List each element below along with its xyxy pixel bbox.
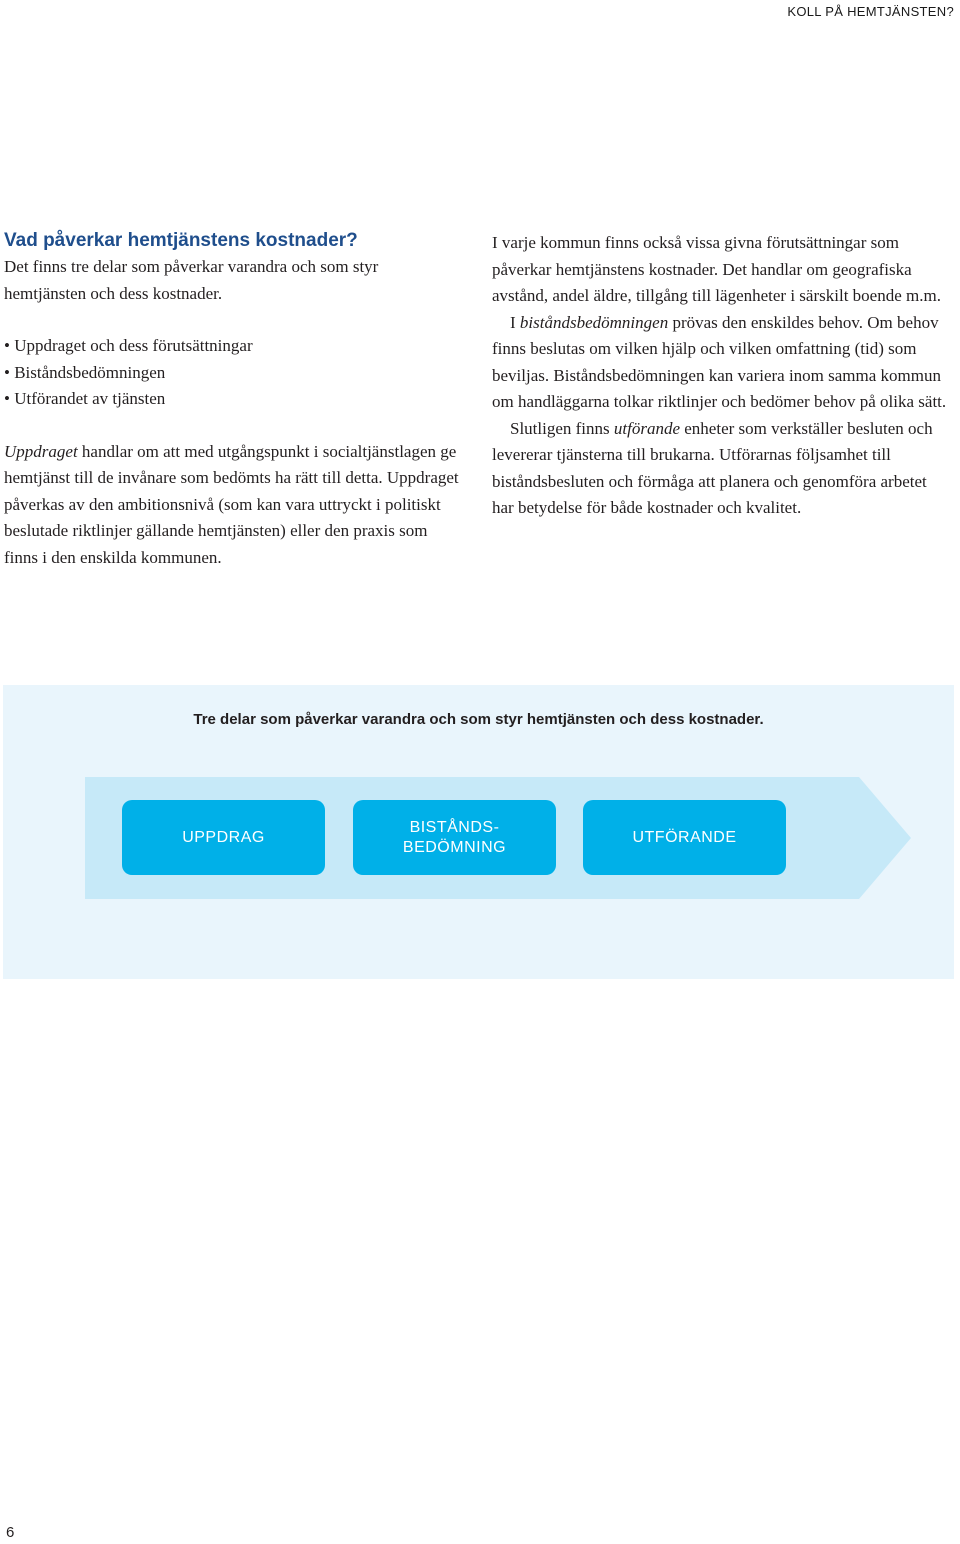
box-utforande: UTFÖRANDE [583,800,786,875]
figure-caption: Tre delar som påverkar varandra och som styr hemtjänsten och dess kostnader. [193,711,764,728]
intro-paragraph: Det finns tre delar som påverkar varandra och som styr hemtjänsten och dess kostnader. [4,257,379,303]
paragraph-text: enheter som verkställer besluten och levererar tjänsterna till brukarna. Utförarnas följsamhet till biståndsbesluten och förmåga att planera och genomföra arbetet har betydelse för både kostnader och kvalitet. [492,418,933,517]
executor-paragraph [492,416,952,522]
paragraph-text: I [510,312,520,332]
bullet-item: • Utförandet av tjänsten [4,386,464,413]
box-bistandsbedomning: BISTÅNDS- BEDÖMNING [353,800,556,875]
paragraph-text: handlar om att med utgångspunkt i socialtjänstlagen ge hemtjänst till de invånare som bedömts ha rätt till detta. Uppdraget påverkas av den ambitionsnivå (som kan vara uttryckt i politiskt beslutade riktlinjer gällande hemtjänsten) eller den praxis som finns i den enskilda kommunen. [4,441,459,567]
three-parts-figure [3,685,954,979]
conditions-paragraph: I varje kommun finns också vissa givna förutsättningar som påverkar hemtjänstens kostnader. Det handlar om geografiska avstånd, andel äldre, tillgång till lägenheter i särskilt boende m.m. [492,233,941,305]
right-column [492,230,952,522]
bullet-item: • Biståndsbedömningen [4,360,464,387]
emphasis-uppdraget: Uppdraget [4,441,78,461]
page-number: 6 [6,1524,15,1541]
paragraph-text: prövas den enskildes behov. Om behov finns beslutas om vilken hjälp och vilken omfattning (tid) som beviljas. Biståndsbedömningen kan variera inom samma kommun om handläggarna tolkar riktlinjer och bedömer behov på olika sätt. [492,312,947,411]
left-column [4,228,464,571]
paragraph-text: Slutligen finns [510,418,614,438]
section-title: Vad påverkar hemtjänstens kostnader? [4,230,358,251]
running-header: KOLL PÅ HEMTJÄNSTEN? [787,4,954,19]
emphasis-bistandsbedomningen: biståndsbedömningen [519,312,669,332]
emphasis-utforande: utförande [613,418,681,438]
bullet-item: • Uppdraget och dess förutsättningar [4,333,464,360]
bullet-list [4,333,464,413]
uppdraget-paragraph [4,439,464,572]
box-uppdrag: UPPDRAG [122,800,325,875]
assessment-paragraph [492,310,952,416]
